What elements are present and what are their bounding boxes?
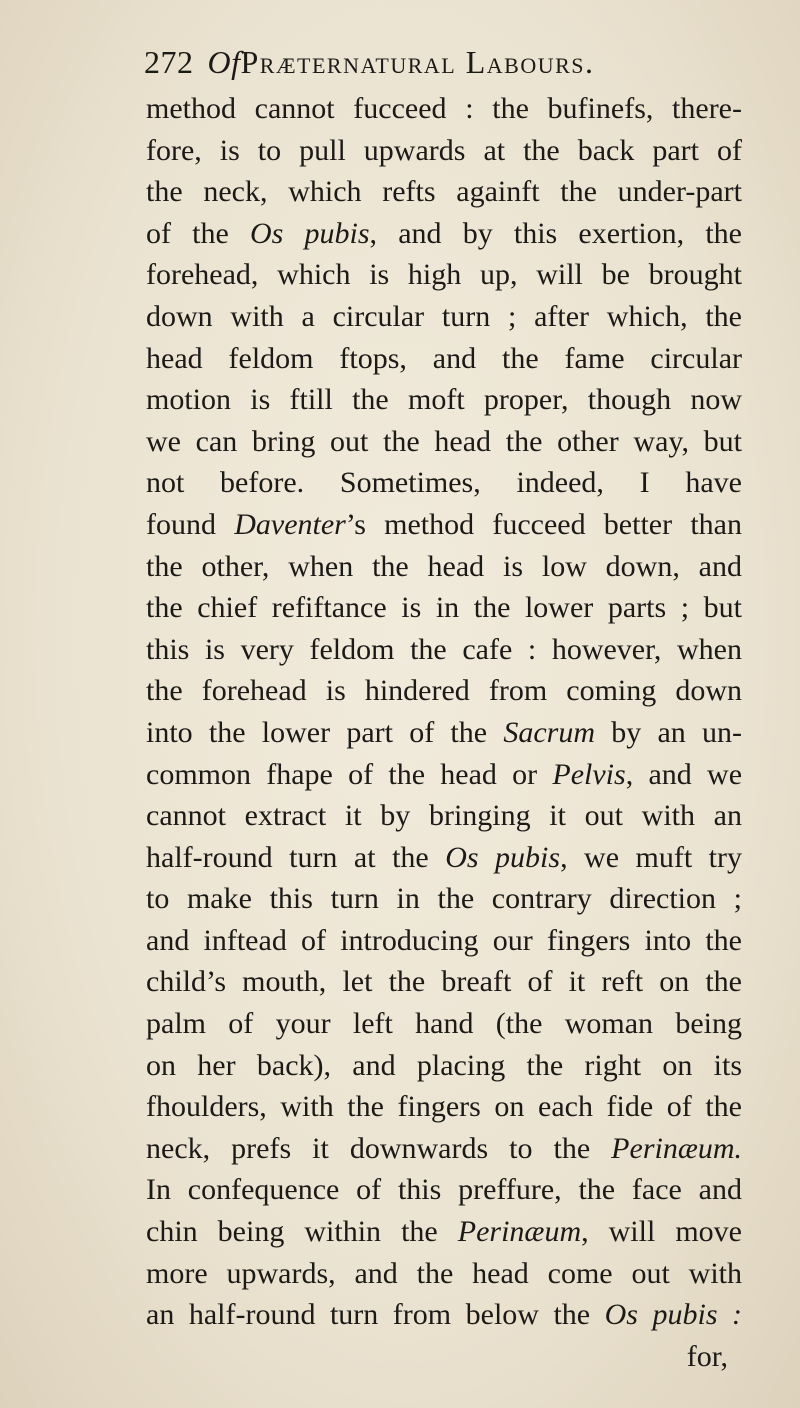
text-run: we can bring out the head the other way, but xyxy=(146,424,742,458)
text-run: In confequence of this preffure, the face and xyxy=(146,1173,742,1207)
text-line xyxy=(146,130,742,172)
text-line xyxy=(146,878,742,920)
text-run: fore, is to pull upwards at the back part of xyxy=(146,133,742,167)
text-run: into the lower part of the xyxy=(146,715,504,749)
text-run: palm of your left hand (the woman being xyxy=(146,1007,742,1041)
text-line xyxy=(146,754,742,796)
text-run: the other, when the head is low down, and xyxy=(146,549,742,583)
text-run: , we muft try xyxy=(560,840,742,874)
text-run: half-round turn at the xyxy=(146,840,446,874)
text-line xyxy=(146,961,742,1003)
text-line xyxy=(146,379,742,421)
text-line xyxy=(146,254,742,296)
running-head-of: Of xyxy=(207,44,241,80)
text-run: the neck, which refts againft the under-part xyxy=(146,175,742,209)
text-run: and inftead of introducing our fingers into the xyxy=(146,923,742,957)
italic-term: Daventer xyxy=(234,507,346,541)
text-run: head feldom ftops, and the fame circular xyxy=(146,341,742,375)
text-line xyxy=(146,670,742,712)
text-run: more upwards, and the head come out with xyxy=(146,1256,742,1290)
text-line xyxy=(146,1169,742,1211)
text-run: an half-round turn from below the xyxy=(146,1298,605,1332)
text-run: of the xyxy=(146,216,250,250)
text-line xyxy=(146,1086,742,1128)
text-line xyxy=(146,213,742,255)
body-text xyxy=(146,88,742,1377)
text-run: , and by this exertion, the xyxy=(369,216,743,250)
text-run: cannot extract it by bringing it out with an xyxy=(146,799,742,833)
text-line xyxy=(146,920,742,962)
text-run: ’s method fucceed better than xyxy=(345,507,742,541)
text-line xyxy=(146,1253,742,1295)
text-line xyxy=(146,296,742,338)
text-line xyxy=(146,712,742,754)
text-line xyxy=(146,1045,742,1087)
text-run: fhoulders, with the fingers on each fide of the xyxy=(146,1090,742,1124)
text-line xyxy=(146,1003,742,1045)
text-line xyxy=(146,837,742,879)
page-number: 272 xyxy=(144,44,194,80)
text-line xyxy=(146,88,742,130)
text-run: child’s mouth, let the breaft of it reft on the xyxy=(146,965,742,999)
italic-term: Os pubis xyxy=(445,840,561,874)
italic-term: Os pubis : xyxy=(604,1298,742,1332)
italic-term: Os pubis xyxy=(250,216,370,250)
italic-term: Perinæum. xyxy=(611,1131,742,1165)
text-line xyxy=(146,795,742,837)
text-run: common fhape of the head or xyxy=(146,757,553,791)
text-run: method cannot fucceed : the bufinefs, there- xyxy=(146,92,742,125)
running-head-title: Præternatural Labours. xyxy=(240,44,595,80)
text-line xyxy=(146,629,742,671)
text-run: on her back), and placing the right on its xyxy=(146,1048,742,1082)
text-run: found xyxy=(146,507,235,541)
text-run: to make this turn in the contrary direction ; xyxy=(146,882,742,916)
running-head xyxy=(144,40,704,84)
text-run: forehead, which is high up, will be brought xyxy=(146,258,742,292)
italic-term: Pelvis xyxy=(552,757,626,791)
text-line xyxy=(146,587,742,629)
text-line xyxy=(146,171,742,213)
text-run: neck, prefs it downwards to the xyxy=(146,1131,612,1165)
text-line xyxy=(146,338,742,380)
text-line xyxy=(146,1128,742,1170)
text-run: not before. Sometimes, indeed, I have xyxy=(146,466,742,500)
text-run: down with a circular turn ; after which, the xyxy=(146,299,742,333)
text-run: , will move xyxy=(581,1215,743,1249)
text-line xyxy=(146,462,742,504)
text-line xyxy=(146,546,742,588)
text-line xyxy=(146,1211,742,1253)
italic-term: Sacrum xyxy=(503,715,595,749)
text-run: , and we xyxy=(625,757,743,791)
text-run: the chief refiftance is in the lower parts ; but xyxy=(146,591,742,625)
text-line xyxy=(146,504,742,546)
text-run: motion is ftill the moft proper, though now xyxy=(146,383,742,417)
text-run: by an un- xyxy=(594,715,742,749)
text-run: this is very feldom the cafe : however, when xyxy=(146,632,742,666)
text-run: the forehead is hindered from coming down xyxy=(146,674,742,708)
catchword: for, xyxy=(686,1339,728,1373)
text-line xyxy=(146,1294,742,1336)
text-line xyxy=(146,421,742,463)
text-run: chin being within the xyxy=(146,1215,458,1249)
italic-term: Perinæum xyxy=(457,1215,582,1249)
